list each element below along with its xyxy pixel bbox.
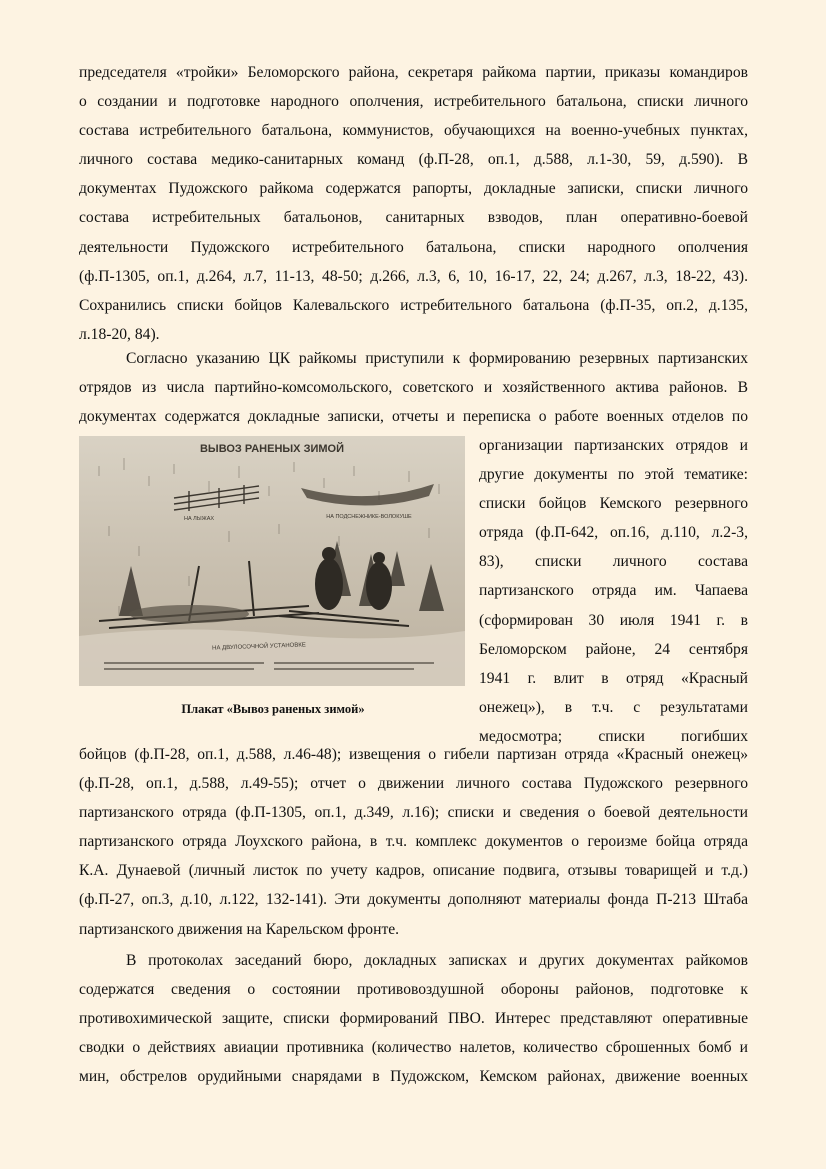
- text-line: В протоколах заседаний бюро, докладных записках и других документах райкомов: [126, 952, 748, 969]
- text-line: партизанского отряда им. Чапаева: [479, 582, 748, 600]
- text-line: (ф.П-28, оп.1, д.588, л.49-55); отчет о движении личного состава Пудожского резервного: [79, 775, 748, 793]
- paragraph-2: [79, 344, 748, 431]
- text-line: состава истребительных батальонов, санитарных взводов, план оперативно-боевой: [79, 209, 748, 227]
- text-line: партизанского движения на Карельском фронте.: [79, 920, 400, 938]
- text-line: организации партизанских отрядов и: [479, 437, 748, 454]
- wrapped-text: [479, 431, 748, 751]
- text-line: К.А. Дунаевой (личный листок по учету кадров, описание подвига, отзывы товарищей и т.д.): [79, 862, 748, 880]
- figure-caption: Плакат «Вывоз раненых зимой»: [181, 702, 365, 716]
- text-line: документах содержатся докладные записки, отчеты и переписка о работе военных отделов по: [79, 408, 748, 426]
- paragraph-2-continued: [79, 740, 748, 944]
- text-line: 83), списки личного состава: [479, 553, 748, 571]
- text-line: партизанского отряда (ф.П-1305, оп.1, д.349, л.16); списки и сведения о боевой деятельности: [79, 804, 748, 822]
- text-line: личного состава медико-санитарных команд (ф.П-28, оп.1, д.588, л.1-30, 59, д.590). В: [79, 151, 748, 169]
- text-line: онежец»), в т.ч. с результатами: [479, 698, 748, 716]
- text-line: партизанского отряда Лоухского района, в т.ч. комплекс документов о героизме бойца отряда: [79, 833, 748, 851]
- text-line: документах Пудожского райкома содержатся рапорты, докладные записки, списки личного: [79, 180, 748, 198]
- poster-image: [79, 436, 465, 686]
- text-line: содержатся сведения о состоянии противовоздушной обороны районов, подготовке к: [79, 981, 748, 999]
- text-line: Сохранились списки бойцов Калевальского истребительного батальона (ф.П-35, оп.2, д.135,: [79, 296, 748, 314]
- paragraph-1: [79, 58, 748, 349]
- text-line: состава истребительного батальона, коммунистов, обучающихся на военно-учебных пунктах,: [79, 122, 748, 140]
- text-line: противохимической защите, списки формирований ПВО. Интерес представляют оперативные: [79, 1010, 748, 1028]
- text-line: бойцов (ф.П-28, оп.1, д.588, л.46-48); извещения о гибели партизан отряда «Красный онежец»: [79, 746, 748, 763]
- text-line: отряда (ф.П-642, оп.16, д.110, л.2-3,: [479, 524, 748, 542]
- text-line: о создании и подготовке народного ополчения, истребительного батальона, списки личного: [79, 93, 748, 111]
- poster-label-left: НА ЛЫЖАХ: [183, 516, 215, 522]
- text-line: Беломорском районе, 24 сентября: [479, 640, 748, 658]
- paragraph-3: [79, 946, 748, 1091]
- text-line: деятельности Пудожского истребительного батальона, списки народного ополчения: [79, 238, 748, 256]
- text-line: л.18-20, 84).: [79, 325, 160, 343]
- text-line: председателя «тройки» Беломорского района, секретаря райкома партии, приказы командиров: [79, 64, 748, 81]
- text-line: Согласно указанию ЦК райкомы приступили к формированию резервных партизанских: [126, 350, 748, 367]
- text-line: сводки о действиях авиации противника (количество налетов, количество сброшенных бомб и: [79, 1039, 748, 1057]
- poster-label-right: НА ПОДСНЕЖНИКЕ-ВОЛОКУШЕ: [326, 514, 412, 520]
- text-line: (сформирован 30 июля 1941 г. в: [479, 611, 748, 629]
- poster-label-bottom: НА ДВУЛОСОЧНОЙ УСТАНОВКЕ: [212, 642, 306, 652]
- text-line: (ф.П-27, оп.3, д.10, л.122, 132-141). Эти документы дополняют материалы фонда П-213 Штаба: [79, 891, 748, 909]
- text-line: медосмотра; списки погибших: [479, 727, 748, 745]
- text-line: (ф.П-1305, оп.1, д.264, л.7, 11-13, 48-50; д.266, л.3, 6, 10, 16-17, 22, 24; д.267, л.3, 18-22, 43).: [79, 267, 748, 285]
- text-line: 1941 г. влит в отряд «Красный: [479, 669, 748, 687]
- text-line: мин, обстрелов орудийными снарядами в Пудожском, Кемском районах, движение военных: [79, 1068, 748, 1086]
- poster-figure: [79, 436, 467, 717]
- text-line: другие документы по этой тематике:: [479, 466, 748, 484]
- text-line: списки бойцов Кемского резервного: [479, 495, 748, 513]
- poster-title: ВЫВОЗ РАНЕНЫХ ЗИМОЙ: [199, 443, 345, 455]
- text-line: отрядов из числа партийно-комсомольского, советского и хозяйственного актива районов. В: [79, 379, 748, 397]
